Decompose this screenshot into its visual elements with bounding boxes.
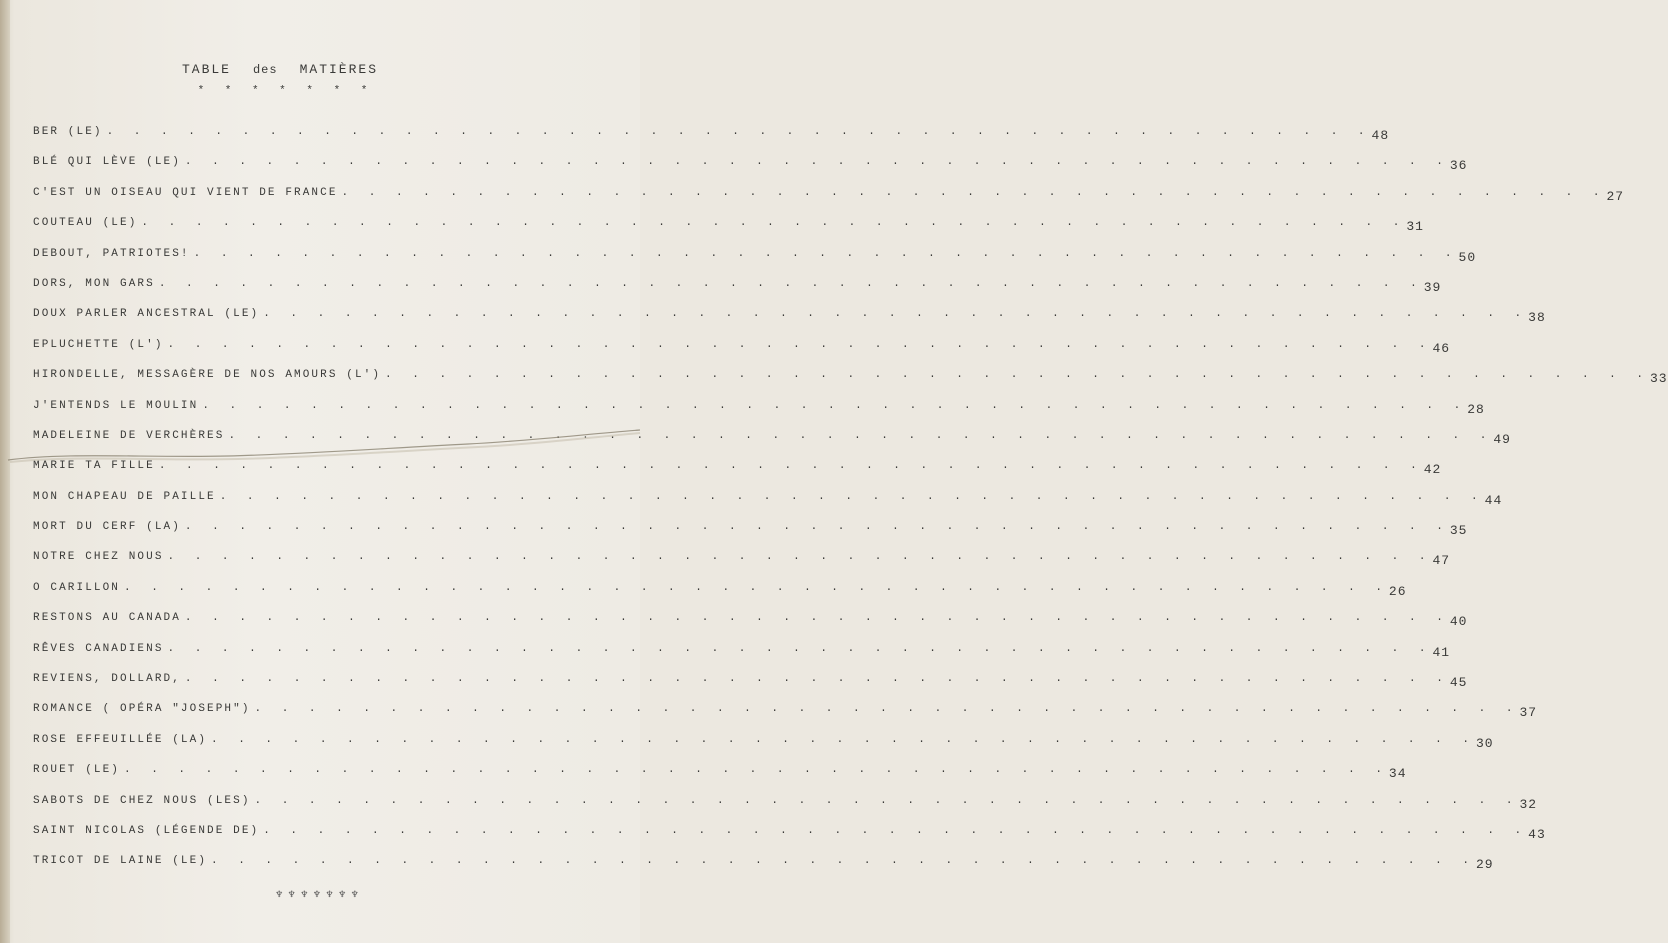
toc-entry-page: 46 [1432,340,1451,356]
toc-entry-page: 42 [1423,462,1442,478]
toc-entry-title: ROSE EFFEUILLÉE (LA) [33,733,208,746]
dot-leader: . . . . . . . . . . . . . . . . . . . . . . . . . . . . . . . . . . . . . . . . . . . . . . . [263,308,1529,321]
dot-leader: . . . . . . . . . . . . . . . . . . . . . . . . . . . . . . . . . . . . . . . . . . . . . . . [341,186,1607,199]
toc-entry-title: HIRONDELLE, MESSAGÈRE DE NOS AMOURS (L') [33,369,382,382]
toc-entry-page: 31 [1406,219,1424,235]
dot-leader: . . . . . . . . . . . . . . . . . . . . . . . . . . . . . . . . . . . . . . . . . . . . . . . [106,126,1372,138]
toc-entry-title: TRICOT DE LAINE (LE) [33,855,208,868]
toc-entry-title: O CARILLON [33,581,121,594]
toc-entry-page: 50 [1458,249,1477,265]
toc-entry [33,274,1442,304]
toc-entry [33,639,1451,669]
toc-entry [33,517,1468,547]
toc-entry-title: ROMANCE ( OPÉRA "JOSEPH") [33,703,251,716]
dot-leader: . . . . . . . . . . . . . . . . . . . . . . . . . . . . . . . . . . . . . . . . . . . . . . . [228,429,1494,442]
toc-entry-page: 26 [1388,583,1407,599]
toc-entry [33,487,1503,517]
dot-leader: . . . . . . . . . . . . . . . . . . . . . . . . . . . . . . . . . . . . . . . . . . . . . . . [184,673,1450,686]
toc-entry [33,365,1668,395]
dot-leader: . . . . . . . . . . . . . . . . . . . . . . . . . . . . . . . . . . . . . . . . . . . . . . . [124,764,1389,777]
dot-leader: . . . . . . . . . . . . . . . . . . . . . . . . . . . . . . . . . . . . . . . . . . . . . . . [124,581,1389,594]
dot-leader: . . . . . . . . . . . . . . . . . . . . . . . . . . . . . . . . . . . . . . . . . . . . . . . [219,490,1485,503]
toc-entry [33,791,1538,821]
toc-entry [33,122,1390,152]
toc-entry-page: 40 [1449,614,1468,630]
dot-leader: . . . . . . . . . . . . . . . . . . . . . . . . . . . . . . . . . . . . . . . . . . . . . . . [167,338,1433,351]
toc-entry [33,335,1451,365]
toc-entry-page: 32 [1519,796,1538,812]
title-word-table: TABLE [181,62,231,77]
toc-entry-page: 44 [1484,492,1503,508]
toc-entry [33,578,1407,608]
toc-entry-page: 35 [1449,523,1468,539]
toc-entry-title: DORS, MON GARS [33,277,155,290]
toc-entry [33,699,1538,729]
toc-entry [33,152,1468,182]
toc-entry-title: EPLUCHETTE (L') [33,338,164,351]
toc-entry [33,456,1442,486]
dot-leader: . . . . . . . . . . . . . . . . . . . . . . . . . . . . . . . . . . . . . . . . . . . . . . . [263,824,1529,837]
title-stars: * * * * * * * [197,85,375,97]
toc-entry-title: NOTRE CHEZ NOUS [33,551,164,564]
toc-entry-page: 45 [1449,675,1468,691]
toc-entry-page: 49 [1493,431,1511,447]
dot-leader: . . . . . . . . . . . . . . . . . . . . . . . . . . . . . . . . . . . . . . . . . . . . . . . [184,156,1450,169]
toc-entry-title: DEBOUT, PATRIOTES! [33,247,190,260]
dot-leader: . . . . . . . . . . . . . . . . . . . . . . . . . . . . . . . . . . . . . . . . . . . . . . . [167,551,1433,564]
dot-leader: . . . . . . . . . . . . . . . . . . . . . . . . . . . . . . . . . . . . . . . . . . . . . . . [158,460,1424,473]
toc-entry-page: 43 [1528,826,1546,842]
toc-entry-title: C'EST UN OISEAU QUI VIENT DE FRANCE [33,186,338,199]
toc-entry-title: COUTEAU (LE) [33,217,138,230]
toc-entry-page: 34 [1388,766,1407,782]
toc-entry-page: 47 [1432,553,1451,569]
toc-entry-title: MON CHAPEAU DE PAILLE [33,490,216,503]
toc-entry-page: 38 [1528,310,1546,326]
dot-leader: . . . . . . . . . . . . . . . . . . . . . . . . . . . . . . . . . . . . . . . . . . . . . . . [211,733,1476,746]
toc-entry [33,821,1546,851]
toc-entry-page: 36 [1449,158,1468,174]
toc-entry-page: 48 [1371,128,1390,143]
toc-entry-title: MORT DU CERF (LA) [33,521,181,534]
toc-entry-page: 29 [1475,857,1494,873]
dot-leader: . . . . . . . . . . . . . . . . . . . . . . . . . . . . . . . . . . . . . . . . . . . . . . . [193,247,1459,260]
title-word-des: des [252,63,278,77]
toc-entry-page: 30 [1475,735,1494,751]
toc-entry-page: 33 [1649,371,1668,387]
dot-leader: . . . . . . . . . . . . . . . . . . . . . . . . . . . . . . . . . . . . . . . . . . . . . . . [141,217,1407,230]
toc-entry [33,760,1407,790]
dot-leader: . . . . . . . . . . . . . . . . . . . . . . . . . . . . . . . . . . . . . . . . . . . . . . . [385,369,1650,382]
dot-leader: . . . . . . . . . . . . . . . . . . . . . . . . . . . . . . . . . . . . . . . . . . . . . . . [184,521,1450,534]
toc-entry [33,213,1424,243]
toc-entry-title: MADELEINE DE VERCHÈRES [33,429,225,442]
title-word-matieres: MATIÈRES [299,62,379,77]
toc-entry-page: 27 [1606,188,1625,204]
toc-entry-title: DOUX PARLER ANCESTRAL (LE) [33,308,260,321]
toc-entry-page: 41 [1432,644,1451,660]
page-title [0,62,560,77]
toc-entry-title: MARIE TA FILLE [33,460,155,473]
toc-entry-title: BLÉ QUI LÈVE (LE) [33,156,181,169]
dot-leader: . . . . . . . . . . . . . . . . . . . . . . . . . . . . . . . . . . . . . . . . . . . . . . . [211,855,1476,868]
toc-entry [33,851,1494,881]
toc-entry-page: 28 [1467,401,1485,417]
dot-leader: . . . . . . . . . . . . . . . . . . . . . . . . . . . . . . . . . . . . . . . . . . . . . . . [167,642,1433,655]
table-of-contents [33,122,1668,882]
dot-leader: . . . . . . . . . . . . . . . . . . . . . . . . . . . . . . . . . . . . . . . . . . . . . . . [254,703,1520,716]
toc-entry-title: J'ENTENDS LE MOULIN [33,399,199,412]
toc-entry-title: RÊVES CANADIENS [33,642,164,655]
dot-leader: . . . . . . . . . . . . . . . . . . . . . . . . . . . . . . . . . . . . . . . . . . . . . . . [158,277,1424,290]
toc-entry-title: SABOTS DE CHEZ NOUS (LES) [33,794,251,807]
dot-leader: . . . . . . . . . . . . . . . . . . . . . . . . . . . . . . . . . . . . . . . . . . . . . . . [254,794,1520,807]
toc-entry [33,426,1511,456]
toc-entry [33,608,1468,638]
toc-entry-title: REVIENS, DOLLARD, [33,673,181,686]
toc-entry [33,730,1494,760]
toc-entry-title: RESTONS AU CANADA [33,612,181,625]
toc-entry-title: SAINT NICOLAS (LÉGENDE DE) [33,824,260,837]
toc-entry [33,244,1477,274]
toc-entry-page: 37 [1519,705,1538,721]
footer-ornament: ♆♆♆♆♆♆♆ [275,890,365,902]
toc-entry [33,396,1485,426]
toc-entry [33,669,1468,699]
dot-leader: . . . . . . . . . . . . . . . . . . . . . . . . . . . . . . . . . . . . . . . . . . . . . . . [184,612,1450,625]
toc-entry [33,304,1546,334]
paper-edge [0,0,10,943]
toc-entry-title: ROUET (LE) [33,764,121,777]
toc-entry-page: 39 [1423,279,1442,295]
dot-leader: . . . . . . . . . . . . . . . . . . . . . . . . . . . . . . . . . . . . . . . . . . . . . . . [202,399,1468,412]
toc-entry [33,547,1451,577]
toc-entry [33,183,1625,213]
toc-entry-title: BER (LE) [33,126,103,138]
